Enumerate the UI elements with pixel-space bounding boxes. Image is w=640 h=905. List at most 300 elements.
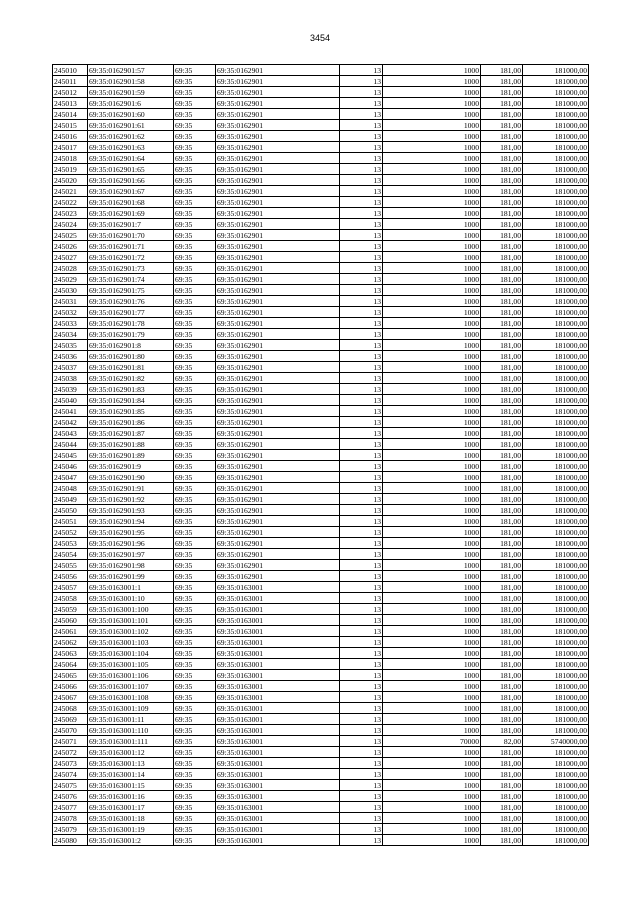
area-cell: 1000 bbox=[383, 120, 481, 131]
unit-price-cell: 181,00 bbox=[481, 230, 523, 241]
table-row bbox=[53, 747, 589, 758]
cadastral-number-cell: 69:35:0162901:59 bbox=[88, 87, 174, 98]
area-cell: 1000 bbox=[383, 340, 481, 351]
district-code-cell: 69:35 bbox=[174, 802, 216, 813]
cadastral-block-cell: 69:35:0162901 bbox=[216, 373, 340, 384]
category-code-cell: 13 bbox=[340, 395, 383, 406]
cadastral-value-cell: 181000,00 bbox=[523, 494, 589, 505]
cadastral-block-cell: 69:35:0162901 bbox=[216, 164, 340, 175]
district-code-cell: 69:35 bbox=[174, 494, 216, 505]
cadastral-block-cell: 69:35:0162901 bbox=[216, 549, 340, 560]
category-code-cell: 13 bbox=[340, 274, 383, 285]
cadastral-number-cell: 69:35:0163001:18 bbox=[88, 813, 174, 824]
cadastral-block-cell: 69:35:0163001 bbox=[216, 626, 340, 637]
district-code-cell: 69:35 bbox=[174, 98, 216, 109]
district-code-cell: 69:35 bbox=[174, 813, 216, 824]
district-code-cell: 69:35 bbox=[174, 186, 216, 197]
table-row bbox=[53, 670, 589, 681]
table-row bbox=[53, 296, 589, 307]
unit-price-cell: 181,00 bbox=[481, 153, 523, 164]
table-row bbox=[53, 813, 589, 824]
cadastral-value-cell: 181000,00 bbox=[523, 648, 589, 659]
category-code-cell: 13 bbox=[340, 802, 383, 813]
cadastral-number-cell: 69:35:0163001:12 bbox=[88, 747, 174, 758]
table-row bbox=[53, 406, 589, 417]
table-row bbox=[53, 65, 589, 76]
table-row bbox=[53, 395, 589, 406]
cadastral-number-cell: 69:35:0162901:74 bbox=[88, 274, 174, 285]
cadastral-number-cell: 69:35:0162901:58 bbox=[88, 76, 174, 87]
district-code-cell: 69:35 bbox=[174, 285, 216, 296]
area-cell: 1000 bbox=[383, 274, 481, 285]
district-code-cell: 69:35 bbox=[174, 241, 216, 252]
record-id-cell: 245078 bbox=[53, 813, 88, 824]
category-code-cell: 13 bbox=[340, 714, 383, 725]
table-row bbox=[53, 450, 589, 461]
category-code-cell: 13 bbox=[340, 681, 383, 692]
cadastral-number-cell: 69:35:0162901:8 bbox=[88, 340, 174, 351]
cadastral-number-cell: 69:35:0162901:73 bbox=[88, 263, 174, 274]
table-row bbox=[53, 527, 589, 538]
category-code-cell: 13 bbox=[340, 769, 383, 780]
cadastral-number-cell: 69:35:0162901:66 bbox=[88, 175, 174, 186]
unit-price-cell: 181,00 bbox=[481, 725, 523, 736]
cadastral-value-cell: 181000,00 bbox=[523, 395, 589, 406]
unit-price-cell: 181,00 bbox=[481, 637, 523, 648]
district-code-cell: 69:35 bbox=[174, 824, 216, 835]
cadastral-value-table bbox=[52, 64, 589, 846]
unit-price-cell: 181,00 bbox=[481, 219, 523, 230]
cadastral-value-cell: 181000,00 bbox=[523, 450, 589, 461]
unit-price-cell: 181,00 bbox=[481, 329, 523, 340]
district-code-cell: 69:35 bbox=[174, 230, 216, 241]
table-row bbox=[53, 153, 589, 164]
record-id-cell: 245011 bbox=[53, 76, 88, 87]
cadastral-block-cell: 69:35:0162901 bbox=[216, 208, 340, 219]
table-row bbox=[53, 351, 589, 362]
category-code-cell: 13 bbox=[340, 373, 383, 384]
area-cell: 1000 bbox=[383, 747, 481, 758]
record-id-cell: 245062 bbox=[53, 637, 88, 648]
unit-price-cell: 181,00 bbox=[481, 527, 523, 538]
record-id-cell: 245056 bbox=[53, 571, 88, 582]
area-cell: 1000 bbox=[383, 263, 481, 274]
category-code-cell: 13 bbox=[340, 494, 383, 505]
area-cell: 1000 bbox=[383, 527, 481, 538]
cadastral-value-cell: 181000,00 bbox=[523, 604, 589, 615]
cadastral-number-cell: 69:35:0163001:105 bbox=[88, 659, 174, 670]
cadastral-block-cell: 69:35:0162901 bbox=[216, 285, 340, 296]
cadastral-block-cell: 69:35:0162901 bbox=[216, 472, 340, 483]
cadastral-value-cell: 181000,00 bbox=[523, 769, 589, 780]
unit-price-cell: 181,00 bbox=[481, 802, 523, 813]
table-row bbox=[53, 637, 589, 648]
cadastral-block-cell: 69:35:0162901 bbox=[216, 483, 340, 494]
district-code-cell: 69:35 bbox=[174, 670, 216, 681]
cadastral-value-cell: 181000,00 bbox=[523, 681, 589, 692]
district-code-cell: 69:35 bbox=[174, 417, 216, 428]
area-cell: 1000 bbox=[383, 648, 481, 659]
cadastral-value-cell: 181000,00 bbox=[523, 131, 589, 142]
unit-price-cell: 181,00 bbox=[481, 65, 523, 76]
area-cell: 1000 bbox=[383, 626, 481, 637]
cadastral-number-cell: 69:35:0162901:89 bbox=[88, 450, 174, 461]
unit-price-cell: 181,00 bbox=[481, 285, 523, 296]
district-code-cell: 69:35 bbox=[174, 406, 216, 417]
record-id-cell: 245054 bbox=[53, 549, 88, 560]
cadastral-block-cell: 69:35:0163001 bbox=[216, 604, 340, 615]
category-code-cell: 13 bbox=[340, 120, 383, 131]
table-row bbox=[53, 505, 589, 516]
cadastral-block-cell: 69:35:0162901 bbox=[216, 241, 340, 252]
district-code-cell: 69:35 bbox=[174, 571, 216, 582]
unit-price-cell: 181,00 bbox=[481, 714, 523, 725]
record-id-cell: 245051 bbox=[53, 516, 88, 527]
unit-price-cell: 181,00 bbox=[481, 681, 523, 692]
district-code-cell: 69:35 bbox=[174, 65, 216, 76]
cadastral-number-cell: 69:35:0163001:14 bbox=[88, 769, 174, 780]
cadastral-value-cell: 181000,00 bbox=[523, 659, 589, 670]
unit-price-cell: 181,00 bbox=[481, 263, 523, 274]
cadastral-number-cell: 69:35:0162901:86 bbox=[88, 417, 174, 428]
table-row bbox=[53, 329, 589, 340]
record-id-cell: 245039 bbox=[53, 384, 88, 395]
category-code-cell: 13 bbox=[340, 208, 383, 219]
category-code-cell: 13 bbox=[340, 296, 383, 307]
cadastral-block-cell: 69:35:0162901 bbox=[216, 252, 340, 263]
district-code-cell: 69:35 bbox=[174, 120, 216, 131]
table-row bbox=[53, 131, 589, 142]
table-row bbox=[53, 483, 589, 494]
district-code-cell: 69:35 bbox=[174, 362, 216, 373]
cadastral-block-cell: 69:35:0162901 bbox=[216, 417, 340, 428]
area-cell: 1000 bbox=[383, 318, 481, 329]
category-code-cell: 13 bbox=[340, 329, 383, 340]
area-cell: 1000 bbox=[383, 87, 481, 98]
cadastral-value-cell: 181000,00 bbox=[523, 153, 589, 164]
record-id-cell: 245021 bbox=[53, 186, 88, 197]
cadastral-number-cell: 69:35:0162901:62 bbox=[88, 131, 174, 142]
district-code-cell: 69:35 bbox=[174, 197, 216, 208]
category-code-cell: 13 bbox=[340, 747, 383, 758]
category-code-cell: 13 bbox=[340, 813, 383, 824]
area-cell: 1000 bbox=[383, 285, 481, 296]
district-code-cell: 69:35 bbox=[174, 747, 216, 758]
table-row bbox=[53, 659, 589, 670]
district-code-cell: 69:35 bbox=[174, 395, 216, 406]
unit-price-cell: 181,00 bbox=[481, 197, 523, 208]
cadastral-value-cell: 181000,00 bbox=[523, 780, 589, 791]
unit-price-cell: 181,00 bbox=[481, 318, 523, 329]
cadastral-number-cell: 69:35:0162901:63 bbox=[88, 142, 174, 153]
cadastral-block-cell: 69:35:0163001 bbox=[216, 637, 340, 648]
category-code-cell: 13 bbox=[340, 109, 383, 120]
unit-price-cell: 181,00 bbox=[481, 670, 523, 681]
record-id-cell: 245037 bbox=[53, 362, 88, 373]
unit-price-cell: 181,00 bbox=[481, 417, 523, 428]
unit-price-cell: 181,00 bbox=[481, 505, 523, 516]
cadastral-number-cell: 69:35:0162901:88 bbox=[88, 439, 174, 450]
area-cell: 1000 bbox=[383, 373, 481, 384]
table-row bbox=[53, 571, 589, 582]
unit-price-cell: 181,00 bbox=[481, 120, 523, 131]
cadastral-number-cell: 69:35:0162901:81 bbox=[88, 362, 174, 373]
unit-price-cell: 181,00 bbox=[481, 98, 523, 109]
cadastral-number-cell: 69:35:0163001:101 bbox=[88, 615, 174, 626]
cadastral-block-cell: 69:35:0163001 bbox=[216, 615, 340, 626]
district-code-cell: 69:35 bbox=[174, 725, 216, 736]
cadastral-value-cell: 181000,00 bbox=[523, 692, 589, 703]
category-code-cell: 13 bbox=[340, 670, 383, 681]
cadastral-number-cell: 69:35:0162901:93 bbox=[88, 505, 174, 516]
cadastral-number-cell: 69:35:0162901:65 bbox=[88, 164, 174, 175]
cadastral-value-cell: 181000,00 bbox=[523, 120, 589, 131]
cadastral-block-cell: 69:35:0162901 bbox=[216, 329, 340, 340]
cadastral-value-cell: 181000,00 bbox=[523, 329, 589, 340]
cadastral-value-cell: 181000,00 bbox=[523, 549, 589, 560]
area-cell: 1000 bbox=[383, 813, 481, 824]
area-cell: 1000 bbox=[383, 670, 481, 681]
category-code-cell: 13 bbox=[340, 604, 383, 615]
cadastral-block-cell: 69:35:0162901 bbox=[216, 351, 340, 362]
unit-price-cell: 181,00 bbox=[481, 142, 523, 153]
district-code-cell: 69:35 bbox=[174, 736, 216, 747]
area-cell: 1000 bbox=[383, 725, 481, 736]
record-id-cell: 245010 bbox=[53, 65, 88, 76]
record-id-cell: 245030 bbox=[53, 285, 88, 296]
record-id-cell: 245057 bbox=[53, 582, 88, 593]
unit-price-cell: 181,00 bbox=[481, 175, 523, 186]
cadastral-value-cell: 181000,00 bbox=[523, 637, 589, 648]
district-code-cell: 69:35 bbox=[174, 461, 216, 472]
category-code-cell: 13 bbox=[340, 285, 383, 296]
record-id-cell: 245055 bbox=[53, 560, 88, 571]
cadastral-number-cell: 69:35:0162901:97 bbox=[88, 549, 174, 560]
district-code-cell: 69:35 bbox=[174, 87, 216, 98]
area-cell: 1000 bbox=[383, 615, 481, 626]
table-row bbox=[53, 714, 589, 725]
cadastral-number-cell: 69:35:0162901:91 bbox=[88, 483, 174, 494]
unit-price-cell: 181,00 bbox=[481, 109, 523, 120]
district-code-cell: 69:35 bbox=[174, 439, 216, 450]
cadastral-value-cell: 181000,00 bbox=[523, 417, 589, 428]
cadastral-block-cell: 69:35:0162901 bbox=[216, 296, 340, 307]
area-cell: 1000 bbox=[383, 362, 481, 373]
area-cell: 1000 bbox=[383, 582, 481, 593]
cadastral-value-cell: 181000,00 bbox=[523, 615, 589, 626]
unit-price-cell: 181,00 bbox=[481, 813, 523, 824]
record-id-cell: 245044 bbox=[53, 439, 88, 450]
area-cell: 1000 bbox=[383, 714, 481, 725]
table-row bbox=[53, 208, 589, 219]
record-id-cell: 245015 bbox=[53, 120, 88, 131]
cadastral-block-cell: 69:35:0163001 bbox=[216, 791, 340, 802]
record-id-cell: 245049 bbox=[53, 494, 88, 505]
area-cell: 1000 bbox=[383, 461, 481, 472]
category-code-cell: 13 bbox=[340, 186, 383, 197]
cadastral-number-cell: 69:35:0162901:99 bbox=[88, 571, 174, 582]
unit-price-cell: 181,00 bbox=[481, 241, 523, 252]
category-code-cell: 13 bbox=[340, 164, 383, 175]
category-code-cell: 13 bbox=[340, 538, 383, 549]
cadastral-number-cell: 69:35:0162901:71 bbox=[88, 241, 174, 252]
cadastral-block-cell: 69:35:0163001 bbox=[216, 813, 340, 824]
area-cell: 1000 bbox=[383, 197, 481, 208]
unit-price-cell: 181,00 bbox=[481, 351, 523, 362]
category-code-cell: 13 bbox=[340, 417, 383, 428]
district-code-cell: 69:35 bbox=[174, 175, 216, 186]
cadastral-number-cell: 69:35:0162901:70 bbox=[88, 230, 174, 241]
record-id-cell: 245022 bbox=[53, 197, 88, 208]
record-id-cell: 245013 bbox=[53, 98, 88, 109]
category-code-cell: 13 bbox=[340, 505, 383, 516]
record-id-cell: 245017 bbox=[53, 142, 88, 153]
category-code-cell: 13 bbox=[340, 175, 383, 186]
district-code-cell: 69:35 bbox=[174, 769, 216, 780]
category-code-cell: 13 bbox=[340, 571, 383, 582]
district-code-cell: 69:35 bbox=[174, 208, 216, 219]
district-code-cell: 69:35 bbox=[174, 340, 216, 351]
cadastral-block-cell: 69:35:0163001 bbox=[216, 714, 340, 725]
cadastral-block-cell: 69:35:0163001 bbox=[216, 824, 340, 835]
area-cell: 1000 bbox=[383, 439, 481, 450]
cadastral-number-cell: 69:35:0162901:80 bbox=[88, 351, 174, 362]
cadastral-number-cell: 69:35:0162901:7 bbox=[88, 219, 174, 230]
record-id-cell: 245073 bbox=[53, 758, 88, 769]
record-id-cell: 245020 bbox=[53, 175, 88, 186]
cadastral-value-cell: 181000,00 bbox=[523, 175, 589, 186]
unit-price-cell: 181,00 bbox=[481, 604, 523, 615]
cadastral-value-cell: 181000,00 bbox=[523, 428, 589, 439]
unit-price-cell: 181,00 bbox=[481, 131, 523, 142]
cadastral-block-cell: 69:35:0162901 bbox=[216, 274, 340, 285]
cadastral-number-cell: 69:35:0163001:10 bbox=[88, 593, 174, 604]
record-id-cell: 245023 bbox=[53, 208, 88, 219]
area-cell: 1000 bbox=[383, 450, 481, 461]
category-code-cell: 13 bbox=[340, 263, 383, 274]
cadastral-block-cell: 69:35:0162901 bbox=[216, 560, 340, 571]
cadastral-value-cell: 181000,00 bbox=[523, 252, 589, 263]
cadastral-number-cell: 69:35:0162901:68 bbox=[88, 197, 174, 208]
area-cell: 1000 bbox=[383, 241, 481, 252]
cadastral-block-cell: 69:35:0162901 bbox=[216, 87, 340, 98]
cadastral-value-cell: 181000,00 bbox=[523, 307, 589, 318]
record-id-cell: 245070 bbox=[53, 725, 88, 736]
area-cell: 1000 bbox=[383, 252, 481, 263]
table-row bbox=[53, 439, 589, 450]
record-id-cell: 245036 bbox=[53, 351, 88, 362]
record-id-cell: 245065 bbox=[53, 670, 88, 681]
area-cell: 1000 bbox=[383, 164, 481, 175]
cadastral-number-cell: 69:35:0162901:82 bbox=[88, 373, 174, 384]
cadastral-value-cell: 181000,00 bbox=[523, 318, 589, 329]
area-cell: 1000 bbox=[383, 65, 481, 76]
cadastral-number-cell: 69:35:0163001:16 bbox=[88, 791, 174, 802]
district-code-cell: 69:35 bbox=[174, 648, 216, 659]
area-cell: 1000 bbox=[383, 109, 481, 120]
unit-price-cell: 181,00 bbox=[481, 208, 523, 219]
cadastral-value-cell: 181000,00 bbox=[523, 802, 589, 813]
table-row bbox=[53, 197, 589, 208]
cadastral-value-cell: 181000,00 bbox=[523, 263, 589, 274]
district-code-cell: 69:35 bbox=[174, 483, 216, 494]
category-code-cell: 13 bbox=[340, 626, 383, 637]
area-cell: 1000 bbox=[383, 296, 481, 307]
area-cell: 1000 bbox=[383, 802, 481, 813]
cadastral-value-cell: 181000,00 bbox=[523, 340, 589, 351]
table-row bbox=[53, 758, 589, 769]
area-cell: 1000 bbox=[383, 153, 481, 164]
unit-price-cell: 181,00 bbox=[481, 373, 523, 384]
cadastral-block-cell: 69:35:0162901 bbox=[216, 428, 340, 439]
category-code-cell: 13 bbox=[340, 450, 383, 461]
cadastral-number-cell: 69:35:0163001:103 bbox=[88, 637, 174, 648]
table-row bbox=[53, 769, 589, 780]
district-code-cell: 69:35 bbox=[174, 142, 216, 153]
record-id-cell: 245071 bbox=[53, 736, 88, 747]
table-row bbox=[53, 98, 589, 109]
area-cell: 1000 bbox=[383, 76, 481, 87]
cadastral-number-cell: 69:35:0163001:109 bbox=[88, 703, 174, 714]
table-row bbox=[53, 780, 589, 791]
unit-price-cell: 181,00 bbox=[481, 560, 523, 571]
record-id-cell: 245016 bbox=[53, 131, 88, 142]
unit-price-cell: 181,00 bbox=[481, 516, 523, 527]
cadastral-value-cell: 181000,00 bbox=[523, 373, 589, 384]
cadastral-number-cell: 69:35:0163001:1 bbox=[88, 582, 174, 593]
category-code-cell: 13 bbox=[340, 615, 383, 626]
record-id-cell: 245075 bbox=[53, 780, 88, 791]
cadastral-number-cell: 69:35:0163001:15 bbox=[88, 780, 174, 791]
district-code-cell: 69:35 bbox=[174, 318, 216, 329]
cadastral-block-cell: 69:35:0162901 bbox=[216, 131, 340, 142]
table-row bbox=[53, 692, 589, 703]
table-row bbox=[53, 604, 589, 615]
table-row bbox=[53, 703, 589, 714]
district-code-cell: 69:35 bbox=[174, 76, 216, 87]
area-cell: 1000 bbox=[383, 637, 481, 648]
cadastral-number-cell: 69:35:0162901:69 bbox=[88, 208, 174, 219]
district-code-cell: 69:35 bbox=[174, 791, 216, 802]
cadastral-block-cell: 69:35:0163001 bbox=[216, 593, 340, 604]
district-code-cell: 69:35 bbox=[174, 538, 216, 549]
area-cell: 1000 bbox=[383, 703, 481, 714]
district-code-cell: 69:35 bbox=[174, 164, 216, 175]
table-row bbox=[53, 681, 589, 692]
cadastral-value-cell: 181000,00 bbox=[523, 65, 589, 76]
area-cell: 1000 bbox=[383, 175, 481, 186]
area-cell: 1000 bbox=[383, 835, 481, 846]
unit-price-cell: 181,00 bbox=[481, 835, 523, 846]
district-code-cell: 69:35 bbox=[174, 604, 216, 615]
record-id-cell: 245068 bbox=[53, 703, 88, 714]
category-code-cell: 13 bbox=[340, 307, 383, 318]
cadastral-value-cell: 181000,00 bbox=[523, 725, 589, 736]
record-id-cell: 245072 bbox=[53, 747, 88, 758]
district-code-cell: 69:35 bbox=[174, 615, 216, 626]
cadastral-block-cell: 69:35:0162901 bbox=[216, 516, 340, 527]
record-id-cell: 245025 bbox=[53, 230, 88, 241]
unit-price-cell: 181,00 bbox=[481, 571, 523, 582]
cadastral-block-cell: 69:35:0162901 bbox=[216, 439, 340, 450]
category-code-cell: 13 bbox=[340, 648, 383, 659]
cadastral-block-cell: 69:35:0162901 bbox=[216, 494, 340, 505]
cadastral-block-cell: 69:35:0163001 bbox=[216, 780, 340, 791]
cadastral-block-cell: 69:35:0162901 bbox=[216, 263, 340, 274]
table-row bbox=[53, 516, 589, 527]
cadastral-block-cell: 69:35:0163001 bbox=[216, 681, 340, 692]
cadastral-block-cell: 69:35:0162901 bbox=[216, 461, 340, 472]
